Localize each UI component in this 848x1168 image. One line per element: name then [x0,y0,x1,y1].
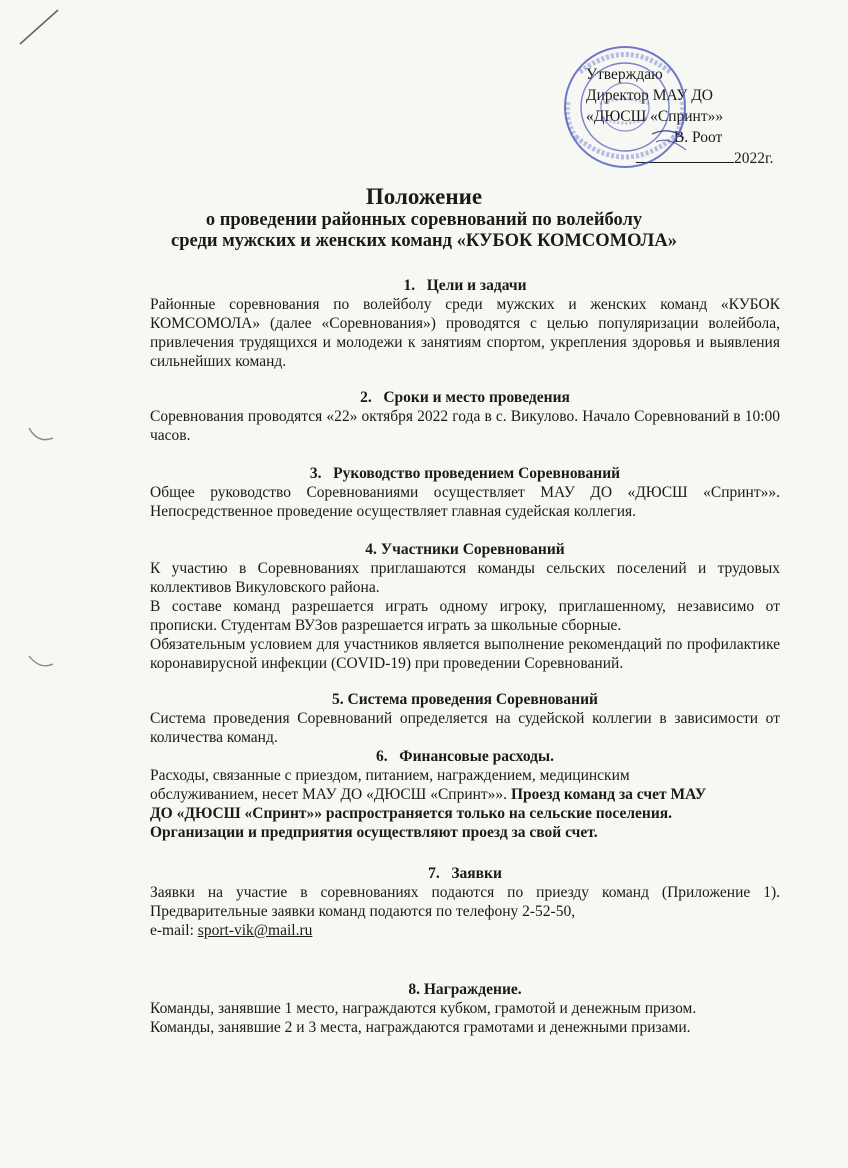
section-paragraph: Заявки на участие в соревнованиях подаются по приезду команд (Приложение 1). Предварительные заявки команд подаются по телефону 2-52-50, [150,884,780,920]
section-applications [150,864,780,940]
section-paragraph: Соревнования проводятся «22» октября 2022 года в с. Викулово. Начало Соревнований в 10:00 часов. [150,408,780,444]
official-stamp-icon [560,42,690,172]
section-management [150,464,780,521]
section-paragraph: В составе команд разрешается играть одному игроку, приглашенному, независимо от прописки. Студентам ВУЗов разрешается играть за школьные сборные. [150,598,780,634]
section-paragraph [150,766,780,842]
section-finance [150,747,780,842]
finance-line: обслуживанием, несет МАУ ДО «ДЮСШ «Спринт»». Проезд команд за счет МАУ [150,786,707,803]
section-system [150,690,780,747]
finance-bold-line: ДО «ДЮСШ «Спринт»» распространяется только на сельские поселения. [150,805,673,822]
email-link[interactable]: sport-vik@mail.ru [197,922,313,939]
section-paragraph: Система проведения Соревнований определяется на судейской коллегии в зависимости от количества команд. [150,710,780,746]
approval-line-approve: Утверждаю [586,66,663,83]
document-title: Положение [365,184,483,209]
section-heading: 2. Сроки и место проведения [360,389,570,406]
finance-bold-text: Проезд команд за счет МАУ [510,786,707,803]
section-heading: 8. Награждение. [408,981,522,998]
section-paragraph: Обязательным условием для участников является выполнение рекомендаций по профилактике коронавирусной инфекции (COVID-19) при проведении Соревнований. [150,636,780,672]
section-paragraph: Общее руководство Соревнованиями осуществляет МАУ ДО «ДЮСШ «Спринт»». Непосредственное проведение осуществляет главная судейская коллегия. [150,484,780,520]
section-heading: 6. Финансовые расходы. [376,748,554,765]
scan-artifact-punch-hole [26,424,56,448]
email-line [150,921,780,940]
document-title-block [0,183,848,252]
document-subtitle-line2: среди мужских и женских команд «КУБОК КОМСОМОЛА» [171,231,677,251]
section-paragraph: Районные соревнования по волейболу среди мужских и женских команд «КУБОК КОМСОМОЛА» (далее «Соревнования») проводятся с целью популяризации волейбола, привлечения трудящихся и молодежи к занятиям спортом, укрепления здоровья и выявления сильнейших команд. [150,296,780,370]
section-goals [150,276,780,371]
finance-bold-line: Организации и предприятия осуществляют проезд за свой счет. [150,824,598,841]
section-paragraph: К участию в Соревнованиях приглашаются команды сельских поселений и трудовых коллективов Викуловского района. [150,560,780,596]
section-heading: 4. Участники Соревнований [365,541,565,558]
section-heading: 3. Руководство проведением Соревнований [309,465,621,482]
section-paragraph: Команды, занявшие 2 и 3 места, награждаются грамотами и денежными призами. [150,1019,691,1036]
email-label: e-mail: [150,922,194,939]
scan-artifact-pen-stroke [14,6,64,50]
approver-name: В. Роот [673,129,723,146]
approval-line-director: Директор МАУ ДО [586,87,713,104]
section-heading: 5. Система проведения Соревнований [332,691,598,708]
scan-artifact-punch-hole [26,652,56,674]
section-heading: 7. Заявки [428,865,502,882]
document-subtitle-line1: о проведении районных соревнований по волейболу [205,210,643,230]
section-awards [150,980,780,1037]
finance-line: Расходы, связанные с приездом, питанием, награждением, медицинским [150,767,630,784]
approval-line-organization: «ДЮСШ «Спринт»» [586,108,724,125]
section-paragraph: Команды, занявшие 1 место, награждаются кубком, грамотой и денежным призом. [150,1000,697,1017]
approval-date-year: 2022г. [734,150,774,167]
section-heading: 1. Цели и задачи [403,277,527,294]
section-participants [150,540,780,673]
section-dates-place [150,388,780,445]
